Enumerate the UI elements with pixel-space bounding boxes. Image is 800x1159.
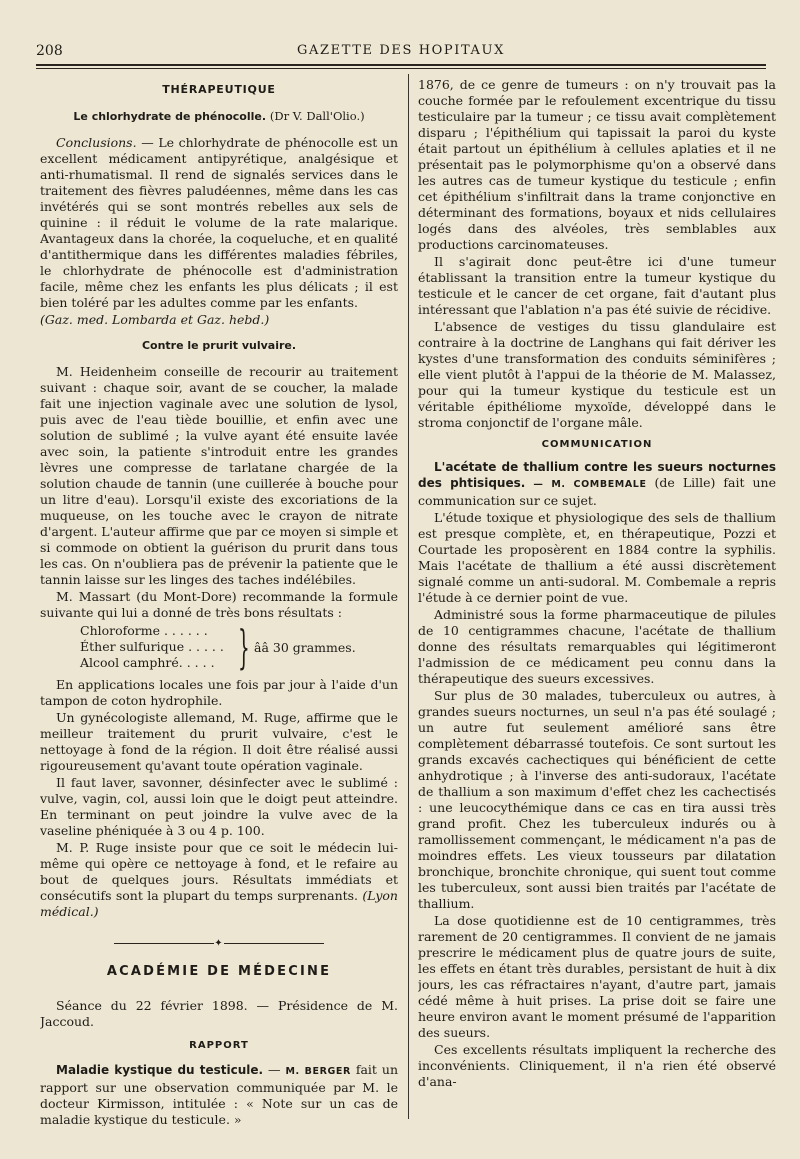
article-title-phenocolle (40, 108, 398, 125)
thallium-paragraph-2: Administré sous la forme pharmaceutique de pilules de 10 centigrammes chacune, l'acétate de thallium donne des résultats remarquables qui légitimeront l'admission de ce médicament peu connu dans la thérapeutique des sueurs excessives. (418, 607, 776, 686)
left-column (40, 76, 398, 1126)
formula-brace-icon: } (238, 620, 250, 674)
prurit-paragraph-5: Il faut laver, savonner, désinfecter avec le sublimé : vulve, vagin, col, aussi loin que le doigt peut atteindre. En terminant on peut joindre la vulve avec de la vaseline phéniquée à 3 ou 4 p. 100. (40, 775, 398, 838)
formula-ingredient: Éther sulfurique . . . . . (80, 639, 224, 654)
thallium-paragraph-3: Sur plus de 30 malades, tuberculeux ou autres, à grandes sueurs nocturnes, un seul n'a pas été soulagé ; un autre fut seulement amélioré sans être complètement débarrassé toutefois. Ce sont surtout les grands excavés cachectiques qui bénéficient de cette anhydrotique ; à l'inverse des anti-sudoraux, l'acétate de thallium a son maximum d'effet chez les cachectisés : une leucocythémique dans ce cas en tira aussi très grand profit. Chez les tuberculeux indurés ou à ramollissement commençant, le médicament n'a pas de moindres effets. Les vieux tousseurs par dilatation bronchique, bronchite chronique, qui suent tout comme les tuberculeux, sont aussi bien traités par l'acétate de thallium. (418, 688, 776, 911)
formula-ingredient: Alcool camphré. . . . . (80, 655, 215, 670)
maladie-title: Maladie kystique du testicule. (56, 1063, 264, 1077)
journal-title: GAZETTE DES HOPITAUX (297, 43, 505, 58)
prurit-paragraph-6: M. P. Ruge insiste pour que ce soit le médecin lui-même qui opère ce nettoyage à fond, et le refaire au bout de quelques jours. Résultats immédiats et consécutifs sont la plupart du temps surprenants. (Lyon médical.) (40, 840, 398, 919)
prurit-paragraph-4: Un gynécologiste allemand, M. Ruge, affirme que le meilleur traitement du prurit vulvaire, c'est le nettoyage à fond de la région. Il doit être réalisé aussi rigoureusement qu'avant toute opération vaginale. (40, 710, 398, 773)
phenocolle-title: Le chlorhydrate de phénocolle. (73, 110, 267, 123)
section-title-academie: ACADÉMIE DE MÉDECINE (106, 964, 332, 979)
prurit-source: (Lyon médical.) (40, 888, 398, 919)
thallium-author: — M. COMBEMALE (533, 479, 647, 490)
maladie-paragraph-5: Il s'agirait donc peut-être ici d'une tumeur établissant la transition entre la tumeur kystique du testicule et le cancer de cet organe, fait d'autant plus intéressant que l'ablation n'a pas été suivie de récidive. (418, 254, 776, 317)
formula-ingredient: Chloroforme . . . . . . (80, 623, 208, 638)
thallium-title: L'acétate de thallium contre les sueurs nocturnes des phtisiques. (418, 460, 776, 490)
maladie-paragraph-4: 1876, de ce genre de tumeurs : on n'y trouvait pas la couche formée par le refoulement excentrique du tissu testiculaire par la tumeur ; ce tissu avait complètement disparu ; l'épithélium qui tapissait la paroi du kyste était partout un épithélium à cellules aplaties et il ne présentait pas le polymorphisme qu'on a observé dans les autres cas de tumeur kystique du testicule ; enfin cet épithélium s'infiltrait dans la trame conjonctive en déterminant des formations, boyaux et nids cellulaires logés dans des alvéoles, très semblables aux productions carcinomateuses. (418, 77, 776, 252)
page-header (36, 40, 766, 62)
phenocolle-paragraph (40, 135, 398, 311)
column-divider (408, 74, 409, 1119)
right-column-content (418, 76, 776, 1090)
right-column (418, 76, 776, 1126)
page-number: 208 (36, 43, 63, 59)
section-title-therapeutique: THÉRAPEUTIQUE (162, 83, 276, 96)
header-rule-thin (36, 68, 766, 69)
rapport-heading: RAPPORT (189, 1040, 249, 1051)
prurit-paragraph-1: M. Heidenheim conseille de recourir au traitement suivant : chaque soir, avant de se coucher, la malade fait une injection vaginale avec une solution de lysol, puis avec de l'eau tiède bouillie, et enfin avec une solution de sublimé ; la vulve ayant été ensuite lavée avec soin, la patiente s'introduit entre les grandes lèvres une compresse de tarlatane chargée de la solution chaude de tannin (une cuillerée à bouche pour un litre d'eau). Lorsqu'il existe des excoriations de la muqueuse, on les touche avec le crayon de nitrate d'argent. L'auteur affirme que par ce moyen si simple et si commode on obtient la guérison du prurit dans tous les cas. On n'oubliera pas de prévenir la patiente que le tannin laisse sur les linges des taches indélébiles. (40, 364, 398, 587)
maladie-intro: Maladie kystique du testicule. — M. BERGER fait un rapport sur une observation communiquée par M. le docteur Kirmisson, intitulée : « Note sur un cas de maladie kystique du testicule. » (40, 1062, 398, 1126)
thallium-paragraph-5: Ces excellents résultats impliquent la recherche des inconvénients. Cliniquement, il n'a rien été observé d'ana- (418, 1042, 776, 1089)
session-line: Séance du 22 février 1898. — Présidence de M. Jaccoud. (40, 998, 398, 1029)
phenocolle-source: (Gaz. med. Lombarda et Gaz. hebd.) (40, 312, 270, 327)
maladie-author: M. BERGER (285, 1066, 351, 1077)
maladie-paragraph-6: L'absence de vestiges du tissu glandulaire est contraire à la doctrine de Langhans qui fait dériver les kystes d'une transformation des conduits séminifères ; elle vient plutôt à l'appui de la théorie de M. Malassez, pour qui la tumeur kystique du testicule est un véritable épithéliome myxoïde, développé dans le stroma conjonctif de l'organe mâle. (418, 319, 776, 430)
prurit-paragraph-2: M. Massart (du Mont-Dore) recommande la formule suivante qui lui a donné de très bons résultats : (40, 589, 398, 620)
phenocolle-body: — Le chlorhydrate de phénocolle est un excellent médicament antipyrétique, analgésique et anti-rhumatismal. Il rend de signalés services dans le traitement des fièvres paludéennes, même dans les cas invétérés qui se sont montrés rebelles aux sels de quinine : il réduit le volume de la rate malarique. Avantageux dans la chorée, la coqueluche, et en qualité d'antithermique dans les différentes maladies fébriles, le chlorhydrate de phénocolle est d'administration facile, même chez les enfants les plus délicats ; il est bien toléré par les adultes comme par les enfants. (40, 135, 398, 310)
formula-quantity: ââ 30 grammes. (254, 640, 356, 655)
phenocolle-lead: Conclusions. (56, 135, 137, 150)
thallium-paragraph-4: La dose quotidienne est de 10 centigrammes, très rarement de 20 centigrammes. Il convient de ne jamais prescrire le médicament plus de quatre jours de suite, les effets en étant très durables, persistant de huit à dix jours, les cas réfractaires n'ayant, d'autre part, jamais cédé même à huit prises. La prise doit se faire une heure environ avant le moment présumé de l'apparition des sueurs. (418, 913, 776, 1040)
header-rule-thick (36, 64, 766, 66)
thallium-intro: L'acétate de thallium contre les sueurs nocturnes des phtisiques. — M. COMBEMALE (de Lille) fait une communication sur ce sujet. (418, 460, 776, 508)
article-title-prurit: Contre le prurit vulvaire. (141, 339, 297, 352)
thallium-paragraph-1: L'étude toxique et physiologique des sels de thallium est presque complète, et, en thérapeutique, Pozzi et Courtade les proposèrent en 1884 contre la syphilis. Mais l'acétate de thallium a été aussi discrètement signalé comme un anti-sudoral. M. Combemale a repris l'étude à ce dernier point de vue. (418, 510, 776, 605)
prescription-formula (40, 620, 398, 674)
communication-heading: COMMUNICATION (541, 439, 653, 450)
section-ornament-icon: ✦ (40, 936, 398, 952)
prurit-paragraph-3: En applications locales une fois par jour à l'aide d'un tampon de coton hydrophile. (40, 677, 398, 708)
phenocolle-author: (Dr V. Dall'Olio.) (269, 109, 365, 123)
